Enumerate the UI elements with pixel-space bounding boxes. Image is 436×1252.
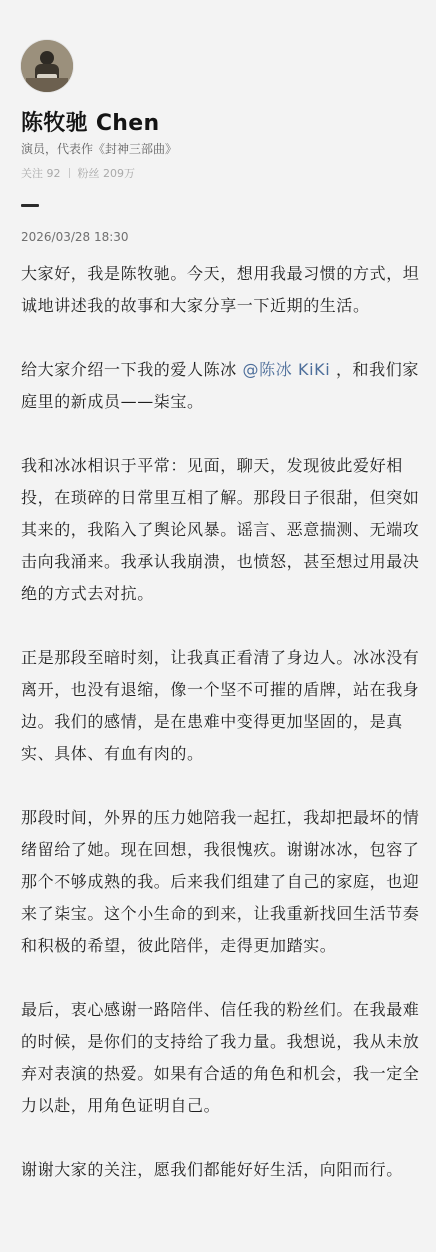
- intro-text-after: ，和我们家庭里的新成员——柒宝。: [21, 360, 419, 411]
- profile-bio: 演员，代表作《封神三部曲》: [21, 142, 178, 156]
- paragraph-4: 正是那段至暗时刻，让我真正看清了身边人。冰冰没有离开，也没有退缩，像一个坚不可摧的盾牌，站在我身边。我们的感情，是在患难中变得更加坚固的，是真实、具体、有血有肉的。: [21, 648, 420, 763]
- mention-link[interactable]: @陈冰 KiKi: [242, 360, 331, 379]
- post-datetime: 2026/03/28 18:30: [21, 230, 129, 244]
- post-content: [21, 258, 421, 1218]
- paragraph-7: 谢谢大家的关注，愿我们都能好好生活，向阳而行。: [21, 1160, 403, 1179]
- stats-divider: [69, 168, 70, 178]
- header-divider: [21, 204, 39, 207]
- followers-count[interactable]: 粉丝 209万: [77, 167, 135, 180]
- paragraph-3: 我和冰冰相识于平常：见面，聊天，发现彼此爱好相投，在琐碎的日常里互相了解。那段日子很甜，但突如其来的，我陷入了舆论风暴。谣言、恶意揣测、无端攻击向我涌来。我承认我崩溃，也愤怒，甚至想过用最决绝的方式去对抗。: [21, 456, 420, 603]
- paragraph-2: [21, 354, 421, 418]
- following-count[interactable]: 关注 92: [21, 167, 61, 180]
- paragraph-5: 那段时间，外界的压力她陪我一起扛，我却把最坏的情绪留给了她。现在回想，我很愧疚。谢谢冰冰，包容了那个不够成熟的我。后来我们组建了自己的家庭，也迎来了柒宝。这个小生命的到来，让我重新找回生活节奏和积极的希望，彼此陪伴，走得更加踏实。: [21, 808, 420, 955]
- profile-stats: [21, 165, 135, 181]
- intro-text-before: 给大家介绍一下我的爱人陈冰: [21, 360, 243, 379]
- avatar[interactable]: [21, 40, 73, 92]
- profile-name: 陈牧驰 Chen: [21, 111, 160, 136]
- avatar-photo-icon: [21, 40, 73, 92]
- paragraph-1: 大家好，我是陈牧驰。今天，想用我最习惯的方式，坦诚地讲述我的故事和大家分享一下近期的生活。: [21, 264, 420, 315]
- paragraph-6: 最后，衷心感谢一路陪伴、信任我的粉丝们。在我最难的时候，是你们的支持给了我力量。我想说，我从未放弃对表演的热爱。如果有合适的角色和机会，我一定全力以赴，用角色证明自己。: [21, 1000, 420, 1115]
